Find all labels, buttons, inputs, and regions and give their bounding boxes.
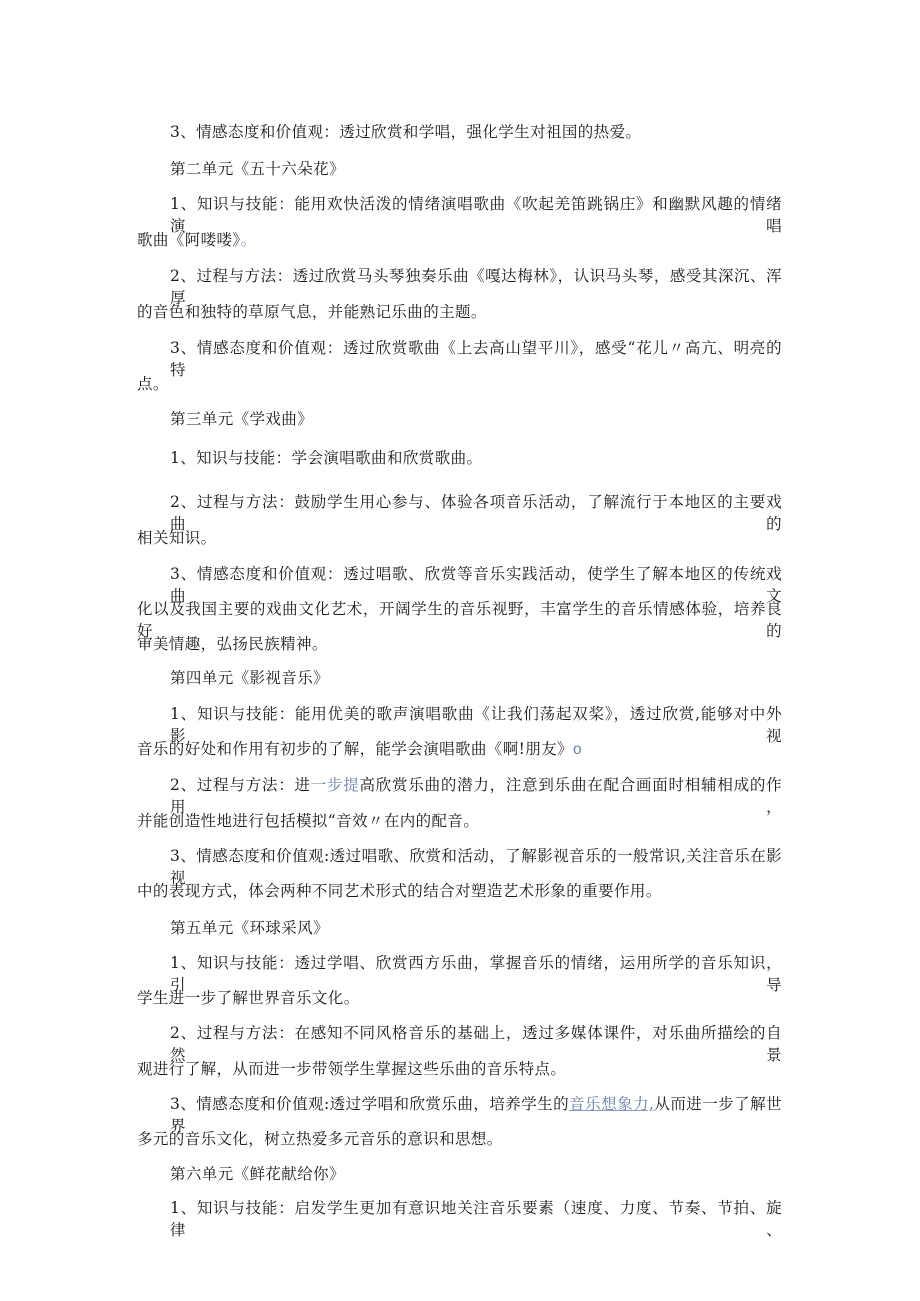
unit4-goal-attitude-line1: 3、情感态度和价值观:透过唱歌、欣赏和活动，了解影视音乐的一般常识,关注音乐在影视 [170, 847, 782, 887]
music-imagination-link[interactable]: 音乐想象力, [569, 1095, 655, 1113]
unit3-goal-process-line1: 2、过程与方法：鼓励学生用心参与、体验各项音乐活动，了解流行于本地区的主要戏曲的 [170, 493, 782, 533]
unit4-heading: 第四单元《影视音乐》 [170, 669, 330, 687]
unit5-goal-skills-line2: 学生进一步了解世界音乐文化。 [137, 989, 360, 1007]
unit1-goal-attitude: 3、情感态度和价值观：透过欣赏和学唱，强化学生对祖国的热爱。 [170, 123, 642, 141]
unit2-heading: 第二单元《五十六朵花》 [170, 160, 345, 178]
unit4-goal-skills-line2: 音乐的好处和作用有初步的了解，能学会演唱歌曲《啊!朋友》o [137, 740, 582, 758]
unit5-goal-attitude-line2: 多元的音乐文化，树立热爱多元音乐的意识和思想。 [137, 1130, 503, 1148]
unit3-goal-process-line2: 相关知识。 [137, 529, 217, 547]
unit2-goal-skills-line2: 歌曲《阿喽喽》。 [137, 231, 257, 249]
unit3-heading: 第三单元《学戏曲》 [170, 410, 314, 428]
unit5-heading: 第五单元《环球采风》 [170, 919, 330, 937]
unit6-goal-skills-line1: 1、知识与技能：启发学生更加有意识地关注音乐要素（速度、力度、节奏、节拍、旋律、 [170, 1199, 782, 1239]
unit6-heading: 第六单元《鲜花献给你》 [170, 1165, 345, 1183]
unit3-goal-skills: 1、知识与技能：学会演唱歌曲和欣赏歌曲。 [170, 449, 483, 467]
unit4-goal-process-line2: 并能创造性地进行包括模拟“音效〃在内的配音。 [137, 812, 480, 830]
o-link[interactable]: o [572, 741, 582, 758]
unit2-goal-process-line2: 的音色和独特的草原气息，并能熟记乐曲的主题。 [137, 303, 487, 321]
unit2-goal-attitude-line2: 点。 [137, 375, 169, 393]
improve-link[interactable]: 一步提 [310, 776, 360, 794]
period-link[interactable]: 。 [240, 231, 257, 249]
unit3-goal-attitude-line3: 审美情趣，弘扬民族精神。 [137, 635, 328, 653]
unit5-goal-process-line2: 观进行了解，从而进一步带领学生掌握这些乐曲的音乐特点。 [137, 1060, 567, 1078]
unit5-goal-attitude-line1: 3、情感态度和价值观:透过学唱和欣赏乐曲，培养学生的音乐想象力,从而进一步了解世界 [170, 1095, 783, 1135]
unit4-goal-attitude-line2: 中的表现方式，体会两种不同艺术形式的结合对塑造艺术形象的重要作用。 [137, 882, 662, 900]
unit2-goal-attitude-line1: 3、情感态度和价值观：透过欣赏歌曲《上去高山望平川》，感受“花儿〃高亢、明亮的特 [170, 339, 782, 379]
unit5-goal-skills-line1: 1、知识与技能：透过学唱、欣赏西方乐曲，掌握音乐的情绪，运用所学的音乐知识，引导 [170, 954, 782, 994]
unit2-goal-skills-line1: 1、知识与技能：能用欢快活泼的情绪演唱歌曲《吹起羌笛跳锅庄》和幽默风趣的情绪演唱 [170, 195, 782, 235]
unit3-goal-attitude-line1: 3、情感态度和价值观：透过唱歌、欣赏等音乐实践活动，使学生了解本地区的传统戏曲文 [170, 565, 782, 605]
unit3-goal-attitude-line2: 化以及我国主要的戏曲文化艺术，开阔学生的音乐视野，丰富学生的音乐情感体验，培养良好的 [137, 600, 782, 640]
unit2-goal-process-line1: 2、过程与方法：透过欣赏马头琴独奏乐曲《嘎达梅林》，认识马头琴，感受其深沉、浑厚 [170, 267, 782, 307]
unit4-goal-process-line1: 2、过程与方法：进一步提高欣赏乐曲的潜力，注意到乐曲在配合画面时相辅相成的作用， [170, 776, 783, 816]
unit5-goal-process-line1: 2、过程与方法：在感知不同风格音乐的基础上，透过多媒体课件，对乐曲所描绘的自然景 [170, 1024, 782, 1064]
unit4-goal-skills-line1: 1、知识与技能：能用优美的歌声演唱歌曲《让我们荡起双桨》，透过欣赏,能够对中外影视 [170, 705, 782, 745]
